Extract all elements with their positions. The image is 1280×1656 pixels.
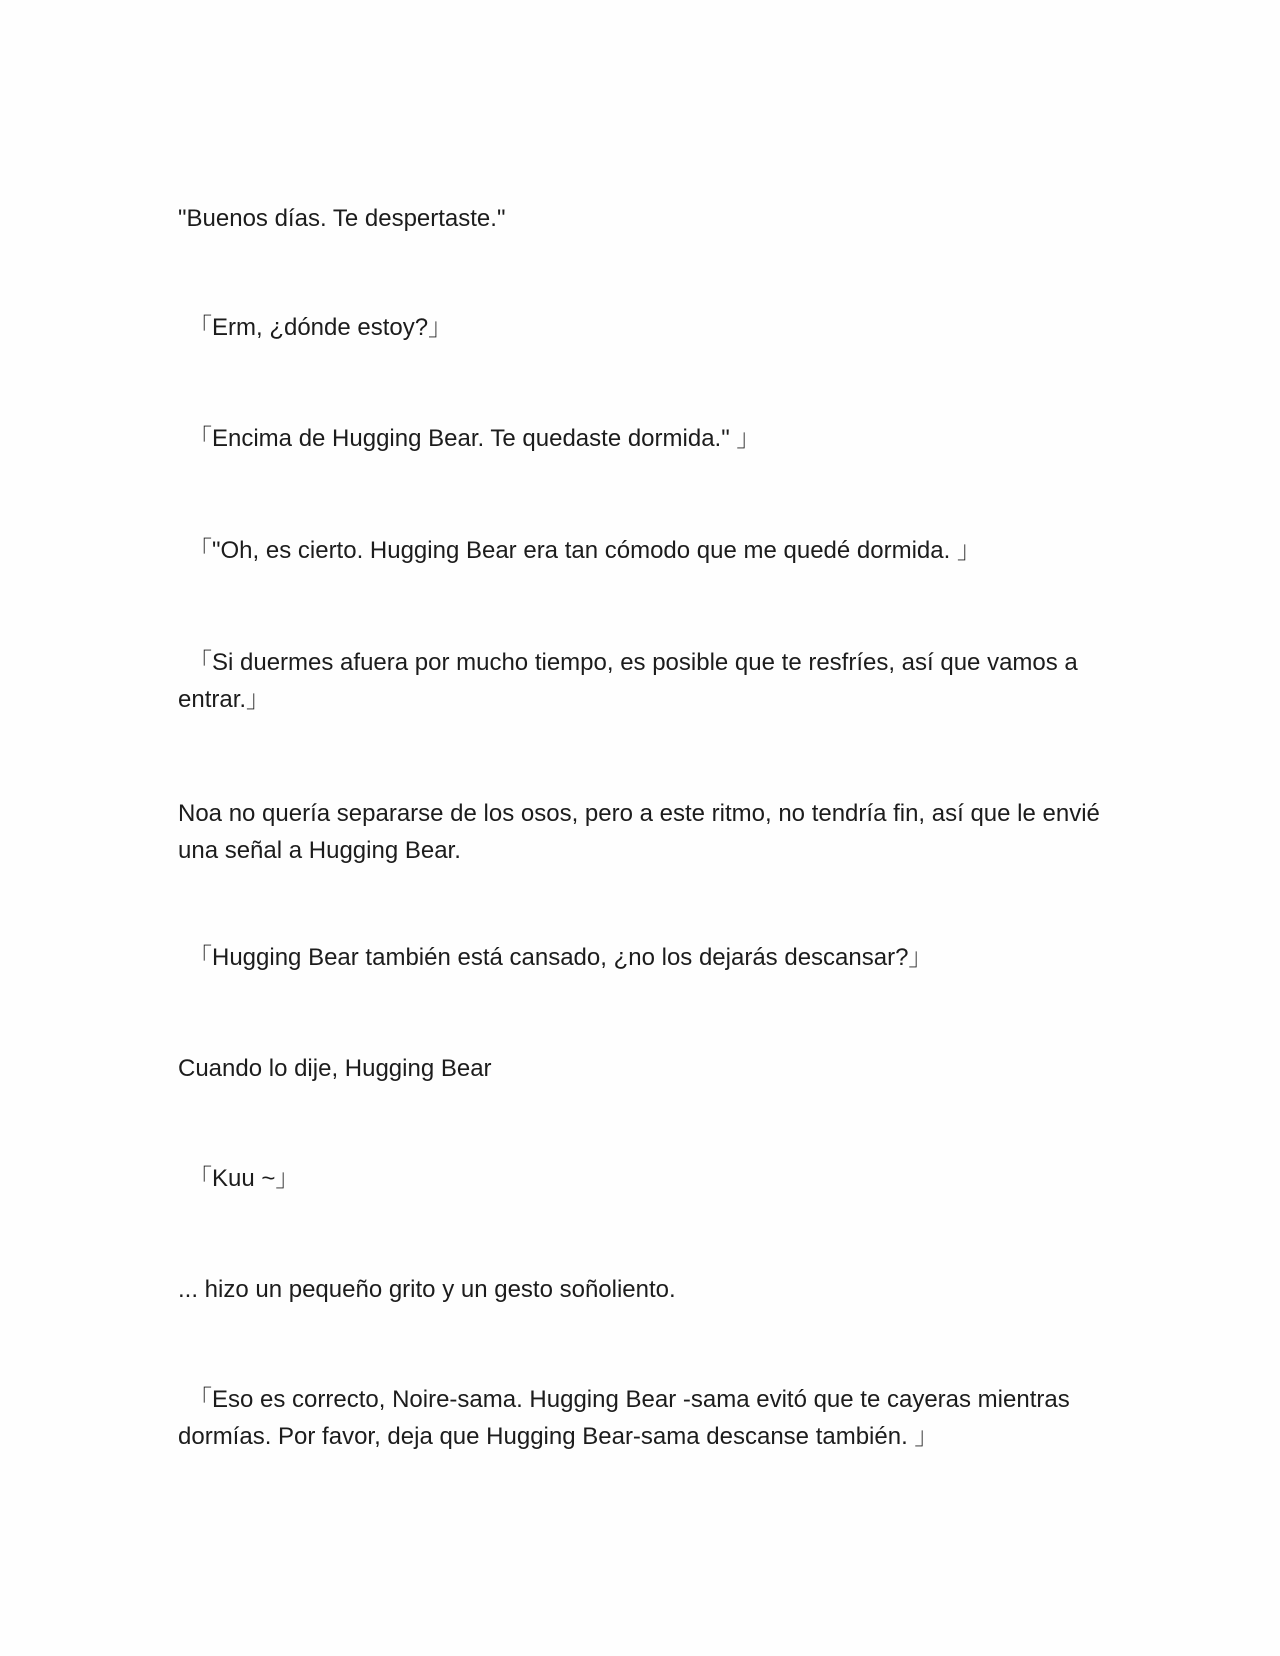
paragraph-when-said: Cuando lo dije, Hugging Bear xyxy=(178,1055,492,1082)
dialogue-noire-sama: 「Eso es correcto, Noire-sama. Hugging Bear -sama evitó que te cayeras mientras dormías. Por favor, deja que Hugging Bear-sama descanse también. 」 xyxy=(178,1386,1070,1450)
dialogue-on-hugging-bear: 「Encima de Hugging Bear. Te quedaste dormida." 」 xyxy=(188,425,761,452)
dialogue-bear-tired: 「Hugging Bear también está cansado, ¿no los dejarás descansar?」 xyxy=(188,944,933,971)
paragraph-signal: Noa no quería separarse de los osos, pero a este ritmo, no tendría fin, así que le envié una señal a Hugging Bear. xyxy=(178,800,1100,864)
dialogue-comfortable: 「"Oh, es cierto. Hugging Bear era tan cómodo que me quedé dormida. 」 xyxy=(188,537,981,564)
dialogue-catch-cold: 「Si duermes afuera por mucho tiempo, es posible que te resfríes, así que vamos a entrar.」 xyxy=(178,649,1078,713)
dialogue-where-am-i: 「Erm, ¿dónde estoy?」 xyxy=(188,314,453,341)
paragraph-greeting: "Buenos días. Te despertaste." xyxy=(178,205,506,232)
paragraph-sleepy-gesture: ... hizo un pequeño grito y un gesto soñoliento. xyxy=(178,1276,676,1303)
dialogue-kuu: 「Kuu ~」 xyxy=(188,1165,300,1192)
